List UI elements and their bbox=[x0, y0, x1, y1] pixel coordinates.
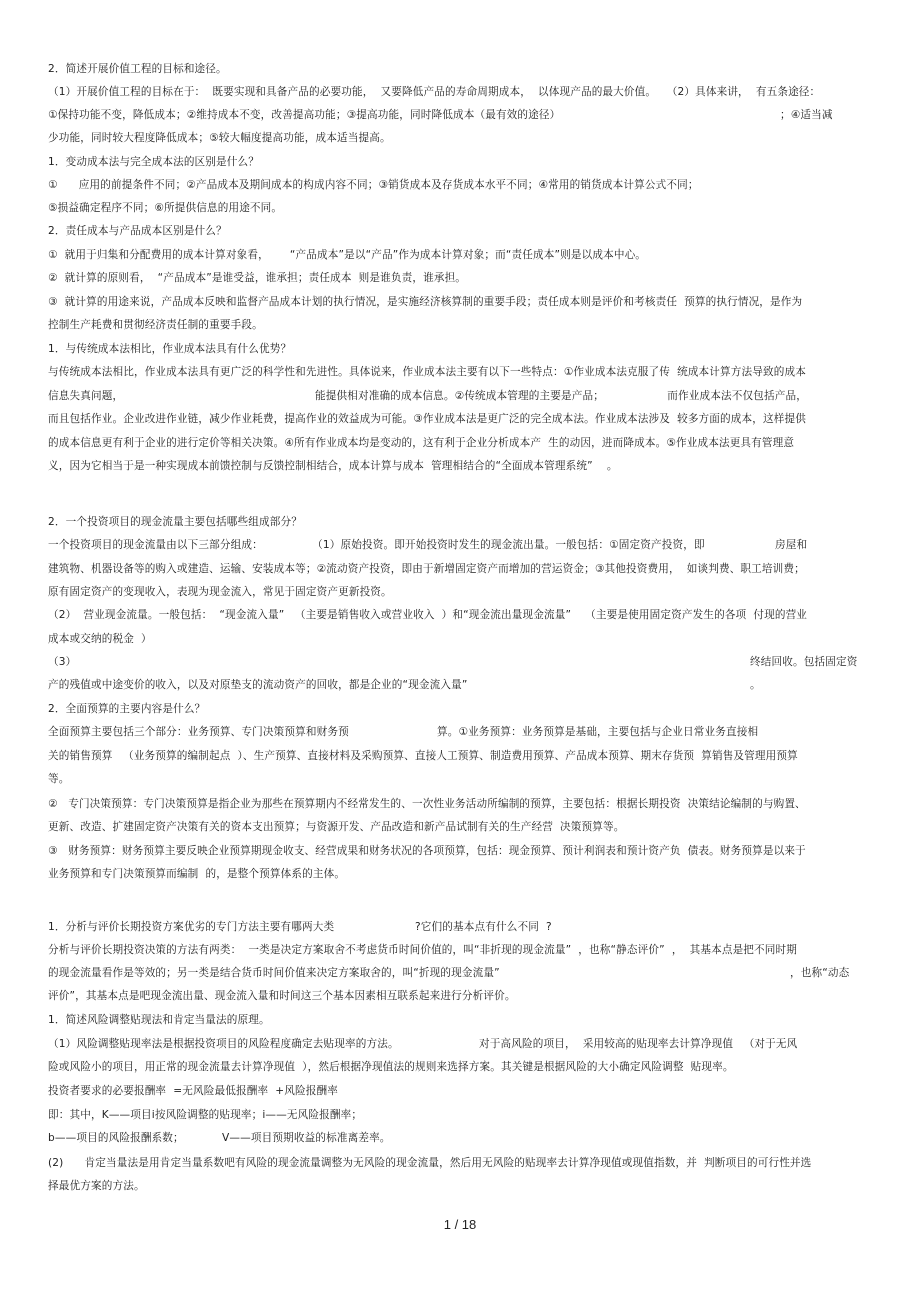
text-segment: 成本或交纳的税金 ） bbox=[48, 633, 152, 645]
text-segment: 投资者要求的必要报酬率 =无风险最低报酬率 +风险报酬率 bbox=[48, 1085, 338, 1097]
text-line bbox=[48, 131, 391, 145]
text-line bbox=[48, 178, 699, 192]
text-segment: ③ 财务预算：财务预算主要反映企业预算期现金收支、经营成果和财务状况的各项预算，包括：现金预算、预计利润表和预计资产负 债表。财务预算是以来于 bbox=[48, 845, 806, 857]
text-line bbox=[48, 459, 618, 473]
text-line bbox=[48, 632, 152, 646]
text-line bbox=[48, 271, 466, 285]
text-segment: ③ 就计算的用途来说，产品成本反映和监督产品成本计划的执行情况，是实施经济核算制的重要手段；责任成本则是评价和考核责任 预算的执行情况，是作为 bbox=[48, 296, 803, 308]
text-line bbox=[48, 943, 797, 957]
text-segment: 更新、改造、扩建固定资产决策有关的资本支出预算；与资源开发、产品改造和新产品试制有关的生产经营 决策预算等。 bbox=[48, 821, 625, 833]
text-line bbox=[48, 585, 392, 599]
text-segment: (2) 肯定当量法是用肯定当量系数吧有风险的现金流量调整为无风险的现金流量，然后用无风险的贴现率去计算净现值或现值指数，并 判断项目的可行性并选 bbox=[48, 1157, 812, 1169]
text-line bbox=[48, 1084, 338, 1098]
text-segment: 险或风险小的项目，用正常的现金流量去计算净现值 ），然后根据净现值法的规则来选择方案。其关键是根据风险的大小确定风险调整 贴现率。 bbox=[48, 1061, 734, 1073]
text-segment-continued: ，也称“动态 bbox=[790, 967, 850, 979]
text-segment: 即：其中，K——项目i按风险调整的贴现率；i——无风险报酬率； bbox=[48, 1109, 363, 1121]
text-segment: 全面预算主要包括三个部分：业务预算、专门决策预算和财务预 bbox=[48, 726, 349, 738]
text-line bbox=[48, 562, 805, 576]
text-line bbox=[48, 342, 291, 356]
text-line bbox=[48, 412, 806, 426]
text-line bbox=[48, 224, 227, 238]
text-line bbox=[48, 515, 302, 529]
text-segment: 1．变动成本法与完全成本法的区别是什么？ bbox=[48, 156, 260, 168]
text-line bbox=[48, 318, 263, 332]
text-line bbox=[48, 772, 70, 786]
text-line bbox=[48, 608, 807, 622]
text-line bbox=[48, 155, 259, 169]
text-line bbox=[48, 1131, 391, 1145]
text-segment-continued: 能提供相对准确的成本信息。②传统成本管理的主要是产品； 而作业成本法不仅包括产品， bbox=[315, 390, 807, 402]
text-segment: ① 就用于归集和分配费用的成本计算对象看， “产品成本”是以“产品”作为成本计算对象；而“责任成本”则是以成本中心。 bbox=[48, 249, 647, 261]
text-line bbox=[48, 1108, 362, 1122]
text-line bbox=[48, 1156, 811, 1170]
text-segment: 分析与评价长期投资决策的方法有两类： 一类是决定方案取舍不考虑货币时间价值的，叫“非折现的现金流量” ，也称“静态评价” ， 其基本点是把不同时期 bbox=[48, 944, 798, 956]
text-line bbox=[48, 248, 646, 262]
text-segment-continued: 对于高风险的项目， 采用较高的贴现率去计算净现值 （对于无风 bbox=[479, 1038, 798, 1050]
text-segment-continued: ?它们的基本点有什么不同 ? bbox=[415, 921, 552, 933]
text-segment: 的现金流量看作是等效的；另一类是结合货币时间价值来决定方案取舍的，叫“折现的现金流量” bbox=[48, 967, 500, 979]
text-line bbox=[48, 201, 282, 215]
text-line bbox=[48, 797, 806, 811]
text-segment: ⑤损益确定程序不同；⑥所提供信息的用途不同。 bbox=[48, 202, 283, 214]
text-line bbox=[48, 389, 807, 403]
text-line bbox=[48, 1179, 145, 1193]
text-segment-continued: V——项目预期收益的标准离差率。 bbox=[222, 1132, 391, 1144]
text-segment: 一个投资项目的现金流量由以下三部分组成： （1）原始投资。即开始投资时发生的现金流出量。一般包括：①固定资产投资，即 房屋和 bbox=[48, 539, 808, 551]
text-segment: 少功能，同时较大程度降低成本；⑤较大幅度提高功能，成本适当提高。 bbox=[48, 132, 391, 144]
text-segment-continued: 终结回收。包括固定资 bbox=[750, 656, 858, 668]
text-segment: ② 就计算的原则看， “产品成本”是谁受益，谁承担；责任成本 则是谁负责，谁承担。 bbox=[48, 272, 467, 284]
text-segment: 关的销售预算 （业务预算的编制起点 ）、生产预算、直接材料及采购预算、直接人工预算、制造费用预算、产品成本预算、期末存货预 算销售及管理用预算 bbox=[48, 750, 798, 762]
text-segment: （2） 营业现金流量。一般包括： “现金流入量” （主要是销售收入或营业收入 ）和“现金流出量现金流量” （主要是使用固定资产发生的各项 付现的营业 bbox=[48, 609, 808, 621]
text-segment: 建筑物、机器设备等的购入或建造、运输、安装成本等；②流动资产投资，即由于新增固定资产而增加的营运资金；③其他投资费用， 如谈判费、职工培训费； bbox=[48, 563, 805, 575]
text-segment: 2．责任成本与产品成本区别是什么？ bbox=[48, 225, 227, 237]
text-line bbox=[48, 920, 552, 934]
text-line bbox=[48, 820, 624, 834]
text-line bbox=[48, 62, 227, 76]
text-segment-continued: 算。①业务预算：业务预算是基础，主要包括与企业日常业务直接相 bbox=[437, 726, 759, 738]
text-segment: 信息失真问题， bbox=[48, 390, 124, 402]
text-segment: 等。 bbox=[48, 773, 70, 785]
text-line bbox=[48, 1060, 734, 1074]
text-line bbox=[48, 989, 516, 1003]
text-segment-continued: 。 bbox=[750, 679, 761, 691]
text-line bbox=[48, 436, 794, 450]
text-segment: b——项目的风险报酬系数； bbox=[48, 1132, 184, 1144]
text-segment: （1）开展价值工程的目标在于： 既要实现和具备产品的必要功能， 又要降低产品的寿命周期成本， 以体现产品的最大价值。 （2）具体来讲， 有五条途径： bbox=[48, 86, 821, 98]
text-line bbox=[48, 365, 806, 379]
text-segment: 业务预算和专门决策预算而编制 的，是整个预算体系的主体。 bbox=[48, 868, 346, 880]
text-line bbox=[48, 867, 345, 881]
text-segment: 评价”，其基本点是吧现金流出量、现金流入量和时间这三个基本因素相互联系起来进行分析评价。 bbox=[48, 990, 516, 1002]
text-segment: 2．一个投资项目的现金流量主要包括哪些组成部分？ bbox=[48, 516, 302, 528]
text-line bbox=[48, 966, 850, 980]
text-segment: 与传统成本法相比，作业成本法具有更广泛的科学性和先进性。具体说来，作业成本法主要有以下一些特点：①作业成本法克服了传 统成本计算方法导致的成本 bbox=[48, 366, 806, 378]
text-segment: 1．分析与评价长期投资方案优劣的专门方法主要有哪两大类 bbox=[48, 921, 335, 933]
text-line bbox=[48, 108, 833, 122]
text-line bbox=[48, 295, 802, 309]
text-line bbox=[48, 702, 205, 716]
text-segment: 择最优方案的方法。 bbox=[48, 1180, 145, 1192]
text-line bbox=[48, 678, 761, 692]
text-segment: 1．简述风险调整贴现法和肯定当量法的原理。 bbox=[48, 1014, 270, 1026]
page-number: 1 / 18 bbox=[443, 1217, 477, 1232]
text-segment: 的成本信息更有利于企业的进行定价等相关决策。④所有作业成本均是变动的，这有利于企业分析成本产 生的动因，进而降成本。⑤作业成本法更具有管理意 bbox=[48, 437, 795, 449]
text-segment: ② 专门决策预算：专门决策预算是指企业为那些在预算期内不经常发生的、一次性业务活动所编制的预算，主要包括：根据长期投资 决策结论编制的与购置、 bbox=[48, 798, 806, 810]
text-line bbox=[48, 85, 820, 99]
text-segment: ① 应用的前提条件不同；②产品成本及期间成本的构成内容不同；③销货成本及存货成本水平不同；④常用的销货成本计算公式不同； bbox=[48, 179, 699, 191]
text-segment: （1）风险调整贴现率法是根据投资项目的风险程度确定去贴现率的方法。 bbox=[48, 1038, 399, 1050]
text-segment: 控制生产耗费和贯彻经济责任制的重要手段。 bbox=[48, 319, 263, 331]
text-segment: 2．全面预算的主要内容是什么？ bbox=[48, 703, 206, 715]
text-line bbox=[48, 844, 806, 858]
text-segment: 1．与传统成本法相比，作业成本法具有什么优势？ bbox=[48, 343, 292, 355]
text-segment: 产的残值或中途变价的收入，以及对原垫支的流动资产的回收，都是企业的“现金流入量” bbox=[48, 679, 468, 691]
text-line bbox=[48, 725, 759, 739]
text-line bbox=[48, 655, 858, 669]
text-segment: 而且包括作业。企业改进作业链，减少作业耗费，提高作业的效益成为可能。③作业成本法是更广泛的完全成本法。作业成本法涉及 较多方面的成本，这样提供 bbox=[48, 413, 806, 425]
text-line bbox=[48, 1037, 798, 1051]
text-segment: 2．简述开展价值工程的目标和途径。 bbox=[48, 63, 227, 75]
text-segment: （3） bbox=[48, 656, 77, 668]
text-line bbox=[48, 538, 807, 552]
text-line bbox=[48, 1013, 270, 1027]
text-segment-continued: ；④适当减 bbox=[780, 109, 833, 121]
text-line bbox=[48, 749, 798, 763]
text-segment: 原有固定资产的变现收入，表现为现金流入，常见于固定资产更新投资。 bbox=[48, 586, 392, 598]
text-segment: ①保持功能不变，降低成本；②维持成本不变，改善提高功能；③提高功能，同时降低成本（最有效的途径） bbox=[48, 109, 561, 121]
text-segment: 义，因为它相当于是一种实现成本前馈控制与反馈控制相结合，成本计算与成本 管理相结合的“全面成本管理系统” 。 bbox=[48, 460, 618, 472]
